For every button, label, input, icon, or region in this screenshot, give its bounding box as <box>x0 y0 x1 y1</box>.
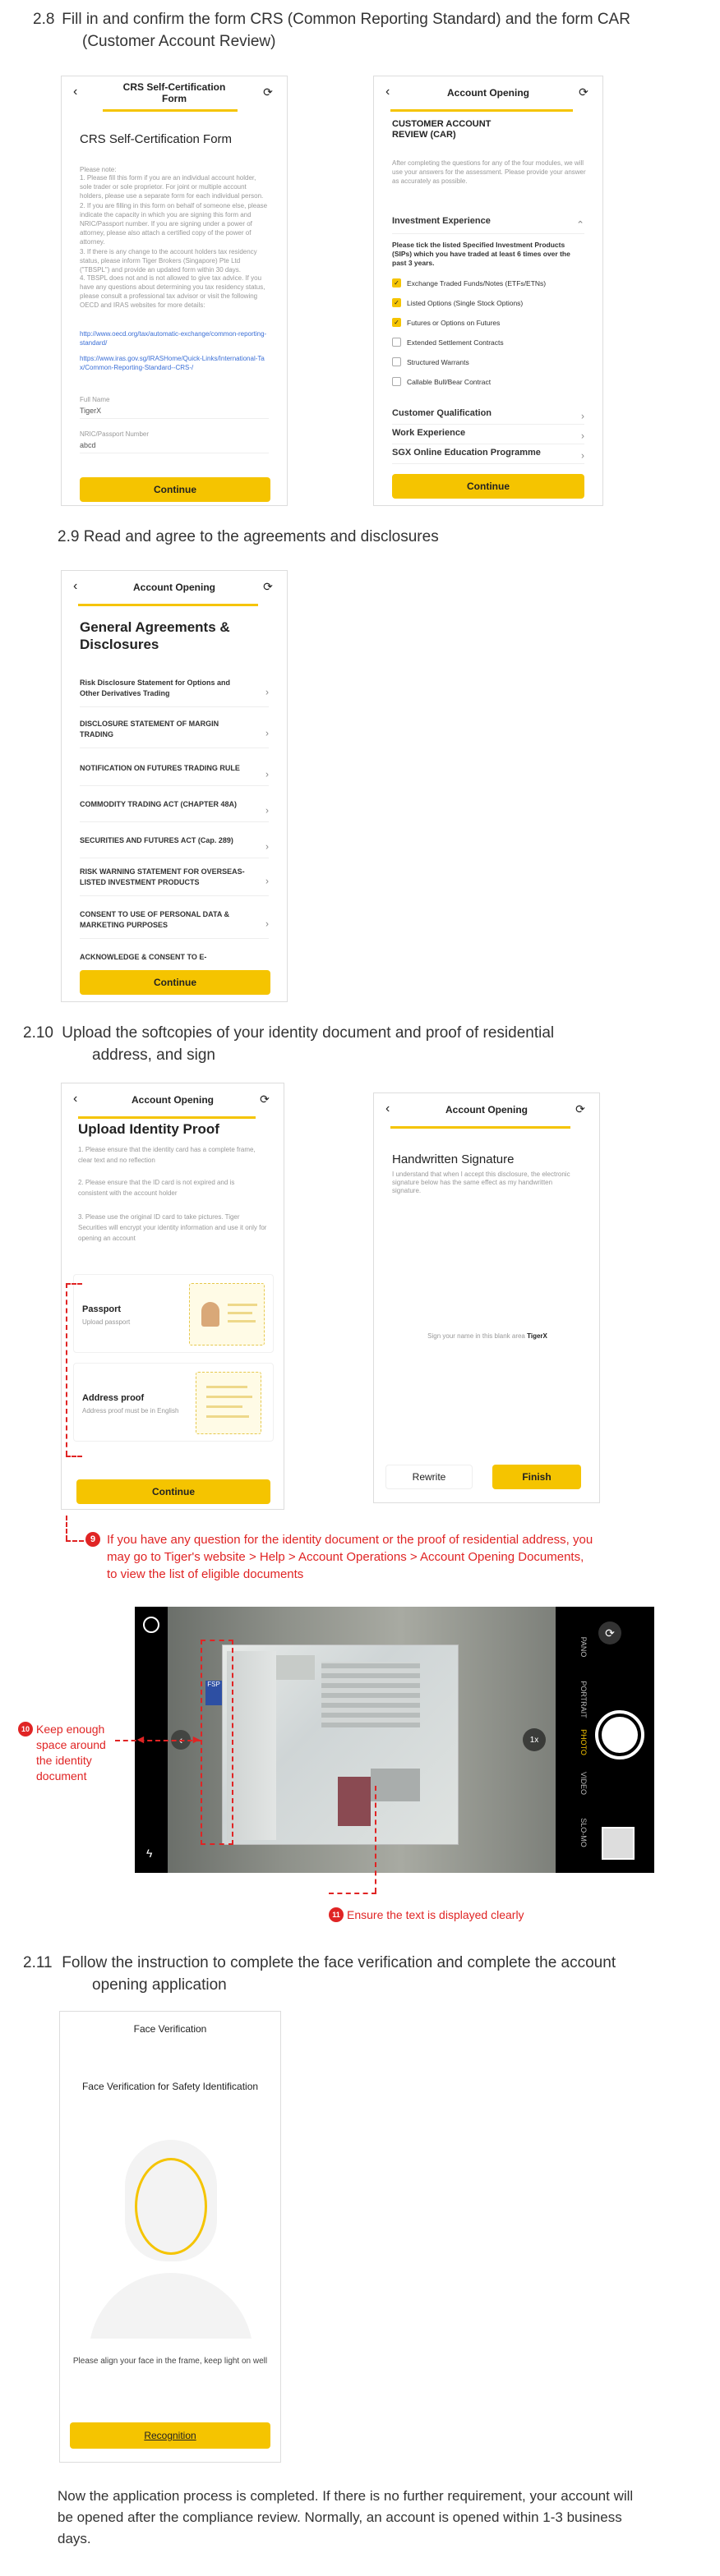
agreement-item[interactable] <box>80 952 269 968</box>
passport-cover <box>227 1651 276 1840</box>
refresh-icon[interactable]: ⟳ <box>263 580 273 593</box>
agreement-label: SECURITIES AND FUTURES ACT (Cap. 289) <box>80 836 233 844</box>
note-text: Ensure the text is displayed clearly <box>347 1908 524 1921</box>
chevron-right-icon: › <box>265 768 269 780</box>
progress-bar <box>78 604 258 606</box>
passport-sub: Upload passport <box>82 1318 131 1326</box>
nav-title: Account Opening <box>132 1094 214 1106</box>
page-title: CRS Self-Certification Form <box>80 132 233 146</box>
recognition-button[interactable] <box>70 2422 270 2449</box>
finish-button[interactable]: Finish <box>492 1465 581 1489</box>
progress-bar <box>390 109 573 112</box>
tip-2: 2. Please ensure that the ID card is not expired and is consistent with the account holder <box>78 1179 235 1197</box>
back-arrow-icon[interactable]: ‹ <box>385 1102 390 1116</box>
sip-question: Please tick the listed Specified Investment Products (SIPs) which you have traded at least 6 times over the past 3 years. <box>392 241 570 267</box>
module-label: Customer Qualification <box>392 408 492 418</box>
chevron-right-icon: › <box>265 840 269 852</box>
full-name-field[interactable]: TigerX <box>80 407 269 419</box>
agreement-item[interactable] <box>80 909 269 939</box>
checkbox-checked-icon[interactable]: ✓ <box>392 298 401 307</box>
agreement-item[interactable] <box>80 678 269 707</box>
section-text: Upload the softcopies of your identity document and proof of residential address, and sign <box>62 1024 555 1064</box>
option-row[interactable] <box>392 357 469 366</box>
section-heading-2-10: 2.10 Upload the softcopies of your identity document and proof of residential address, and sign <box>23 1024 555 1064</box>
agreement-label: CONSENT TO USE OF PERSONAL DATA & MARKETING PURPOSES <box>80 910 230 929</box>
option-row[interactable] <box>392 318 500 327</box>
agreement-label: Risk Disclosure Statement for Options and Other Derivatives Trading <box>80 678 231 697</box>
tip-3: 3. Please use the original ID card to take pictures. Tiger Securities will encrypt your identity information and use it only for opening an account <box>78 1213 267 1242</box>
option-row[interactable] <box>392 278 546 288</box>
signature-hint <box>382 1332 593 1341</box>
back-chevron-icon[interactable]: ‹ <box>171 1730 191 1750</box>
section-text: Follow the instruction to complete the face verification and complete the account opening application <box>62 1954 616 1994</box>
option-row[interactable] <box>392 377 491 386</box>
agreement-label: ACKNOWLEDGE & CONSENT TO E- <box>80 953 207 961</box>
option-label: Callable Bull/Bear Contract <box>407 377 492 386</box>
section-text: Fill in and confirm the form CRS (Common Reporting Standard) and the form CAR (Customer Account Review) <box>62 11 630 50</box>
agreement-item[interactable] <box>80 799 269 822</box>
chevron-up-icon: ⌃ <box>575 218 584 230</box>
signature-hint-brand: TigerX <box>527 1332 547 1340</box>
module-customer-qualification[interactable] <box>392 408 584 425</box>
option-label: Futures or Options on Futures <box>407 318 501 327</box>
note-number-badge: 10 <box>18 1722 33 1736</box>
doc-lines-icon <box>206 1396 252 1398</box>
mode-slomo[interactable]: SLO-MO <box>579 1818 588 1847</box>
annotation-line <box>66 1456 82 1457</box>
doc-lines-icon <box>228 1320 256 1322</box>
passport-label: Passport <box>82 1304 122 1314</box>
shoulders-silhouette-icon <box>89 2273 253 2339</box>
refresh-icon[interactable]: ⟳ <box>263 85 273 99</box>
signature-hint-text: Sign your name in this blank area <box>427 1332 525 1340</box>
chevron-right-icon: › <box>265 875 269 886</box>
nav-title: Account Opening <box>445 1104 528 1116</box>
progress-bar <box>390 1126 570 1129</box>
back-arrow-icon[interactable]: ‹ <box>385 85 390 99</box>
nric-field[interactable]: abcd <box>80 441 269 453</box>
nav-title: Face Verification <box>133 2023 207 2035</box>
notes-label: Please note: <box>80 166 117 173</box>
tip-1: 1. Please ensure that the identity card has a complete frame, clear text and no reflection <box>78 1146 256 1164</box>
thumbnail-icon[interactable] <box>602 1827 635 1860</box>
refresh-icon[interactable]: ⟳ <box>579 85 588 99</box>
continue-button[interactable]: Continue <box>80 477 270 502</box>
recognition-label: Recognition <box>144 2430 196 2441</box>
note-9 <box>85 1531 595 1583</box>
face-illustration <box>89 2133 253 2339</box>
nav-title: Account Opening <box>133 582 215 593</box>
avatar-icon <box>201 1302 219 1327</box>
signature-pad[interactable] <box>382 1208 593 1455</box>
passport-placeholder-icon <box>189 1283 265 1346</box>
car-intro: After completing the questions for any of the four modules, we will use your answers for the assessment. Please provide your answer as accurately as possible. <box>392 159 586 185</box>
agreement-label: RISK WARNING STATEMENT FOR OVERSEAS-LISTED INVESTMENT PRODUCTS <box>80 867 245 886</box>
module-label: Work Experience <box>392 428 466 438</box>
section-heading-2-9 <box>58 526 666 548</box>
checkbox-checked-icon[interactable]: ✓ <box>392 278 401 288</box>
page-title: CUSTOMER ACCOUNT REVIEW (CAR) <box>392 119 492 140</box>
nav-bar <box>62 1083 284 1116</box>
note-number-badge: 9 <box>85 1532 100 1547</box>
agreement-item[interactable] <box>80 867 269 896</box>
annotation-line <box>375 1786 376 1893</box>
nav-title: Account Opening <box>447 87 529 99</box>
note-3: 3. If there is any change to the account holders tax residency status, please inform Tiger Brokers (Singapore) Pte Ltd ("TBSPL") and provide an updated form within 30 days. <box>80 248 257 274</box>
progress-bar <box>103 109 238 112</box>
option-label: Structured Warrants <box>407 357 469 366</box>
rewrite-button[interactable]: Rewrite <box>385 1465 473 1489</box>
doc-lines-icon <box>206 1415 249 1418</box>
module-sgx-education[interactable] <box>392 448 584 464</box>
mode-video[interactable]: VIDEO <box>579 1771 588 1795</box>
signature-screen <box>373 1092 600 1503</box>
document-placeholder-icon <box>196 1372 261 1434</box>
annotation-line <box>329 1893 376 1894</box>
agreement-label: COMMODITY TRADING ACT (CHAPTER 48A) <box>80 800 237 808</box>
note-text: If you have any question for the identity document or the proof of residential address, you may go to Tiger's website > Help > Account Operations > Account Opening Documents, to view the list of eligible documents <box>107 1533 593 1581</box>
chevron-right-icon: › <box>581 410 584 421</box>
agreement-label: NOTIFICATION ON FUTURES TRADING RULE <box>80 764 240 772</box>
module-work-experience[interactable] <box>392 428 584 444</box>
agreement-label: DISCLOSURE STATEMENT OF MARGIN TRADING <box>80 720 219 738</box>
continue-button[interactable]: Continue <box>76 1479 270 1504</box>
page-title: General Agreements & Disclosures <box>80 619 230 652</box>
signature-desc: I understand that when I accept this disclosure, the electronic signature below has the same effect as my handwritten signature. <box>392 1171 570 1194</box>
back-arrow-icon[interactable]: ‹ <box>73 85 78 99</box>
camera-screen <box>135 1607 654 1873</box>
chevron-right-icon: › <box>265 686 269 697</box>
annotation-line <box>66 1283 67 1456</box>
doc-lines-icon <box>206 1405 242 1408</box>
arrow-right-icon: ► <box>191 1732 202 1746</box>
nav-bar <box>62 76 287 109</box>
zoom-button[interactable]: 1x <box>523 1728 546 1751</box>
module-label: SGX Online Education Programme <box>392 448 541 458</box>
note-text: Keep enough space around the identity document <box>36 1723 106 1782</box>
shutter-inner-icon <box>602 1717 638 1753</box>
mode-photo[interactable]: PHOTO <box>579 1729 588 1755</box>
nav-bar <box>374 1093 599 1126</box>
refresh-icon[interactable]: ⟳ <box>575 1102 585 1116</box>
continue-button[interactable]: Continue <box>392 474 584 499</box>
option-row[interactable] <box>392 338 504 347</box>
note-1: 1. Please fill this form if you are an individual account holder, sole trader or sole proprietor. For joint or multiple account holders, please use a separate form for each individual person. <box>80 174 264 200</box>
note-4: 4. TBSPL does not and is not allowed to give tax advice. If you have any questions about determining you tax residency status, please consult a professional tax advisor or visit the following OECD and IRAS websites for more details: <box>80 274 265 309</box>
option-label: Listed Options (Single Stock Options) <box>407 298 524 307</box>
live-photo-icon[interactable] <box>143 1617 159 1633</box>
annotation-line <box>66 1283 82 1285</box>
chevron-right-icon: › <box>581 449 584 461</box>
continue-button[interactable]: Continue <box>80 970 270 995</box>
progress-bar <box>78 1116 256 1119</box>
chevron-right-icon: › <box>265 918 269 929</box>
back-arrow-icon[interactable]: ‹ <box>73 1092 78 1106</box>
passport-upload-card[interactable] <box>73 1274 274 1353</box>
doc-lines-icon <box>206 1386 247 1388</box>
option-label: Exchange Traded Funds/Notes (ETFs/ETNs) <box>407 278 547 288</box>
shutter-button[interactable] <box>595 1710 644 1760</box>
option-label: Extended Settlement Contracts <box>407 338 504 347</box>
checkbox-unchecked-icon[interactable] <box>392 357 401 366</box>
section-text: Read and agree to the agreements and disclosures <box>83 528 439 545</box>
note-10 <box>18 1722 115 1784</box>
annotation-box <box>201 1640 233 1845</box>
passport-blur-block <box>338 1777 371 1826</box>
address-label: Address proof <box>82 1393 145 1403</box>
switch-camera-icon[interactable]: ⟳ <box>598 1622 621 1644</box>
checkbox-unchecked-icon[interactable] <box>392 338 401 347</box>
car-screen <box>373 76 603 506</box>
checkbox-checked-icon[interactable]: ✓ <box>392 318 401 327</box>
section-heading-2-11: 2.11 Follow the instruction to complete the face verification and complete the account opening application <box>23 1954 616 1994</box>
doc-lines-icon <box>228 1304 257 1306</box>
option-row[interactable] <box>392 298 523 307</box>
passport-blur-block <box>371 1769 420 1801</box>
doc-lines-icon <box>228 1312 252 1314</box>
nav-bar <box>62 571 287 604</box>
chevron-right-icon: › <box>265 727 269 738</box>
agreement-item[interactable] <box>80 719 269 748</box>
address-sub: Address proof must be in English <box>82 1407 179 1414</box>
full-name-label: Full Name <box>80 396 110 403</box>
note-11 <box>329 1907 592 1923</box>
crs-screen <box>61 76 288 506</box>
annotation-line <box>115 1740 201 1741</box>
face-title: Face Verification for Safety Identification <box>81 2081 259 2092</box>
passport-blur-block <box>321 1662 420 1727</box>
note-2: 2. If you are filling in this form on behalf of someone else, please indicate the capacity in which you are signing this form and NRIC/Passport number. If you are signing under a power of attorney, please also attach a certified copy of the power of attorney. <box>80 202 268 246</box>
chevron-right-icon: › <box>265 804 269 816</box>
annotation-line <box>66 1540 84 1542</box>
face-hint: Please align your face in the frame, keep light on well <box>72 2357 268 2366</box>
back-arrow-icon[interactable]: ‹ <box>73 579 78 593</box>
camera-right-bar <box>556 1607 654 1873</box>
completion-message: Now the application process is completed. If there is no further requirement, your account will be opened after the compliance review. Normally, an account is opened within 1-3 business days. <box>58 2488 634 2546</box>
chevron-right-icon: › <box>581 430 584 441</box>
section-number: 2.9 <box>58 528 80 545</box>
face-frame-icon <box>135 2158 207 2255</box>
note-number-badge: 11 <box>329 1907 344 1922</box>
flash-icon[interactable]: ϟ <box>146 1847 153 1860</box>
checkbox-unchecked-icon[interactable] <box>392 377 401 386</box>
nric-label: NRIC/Passport Number <box>80 430 150 438</box>
nav-bar <box>374 76 602 109</box>
refresh-icon[interactable]: ⟳ <box>260 1092 270 1106</box>
oecd-link[interactable]: http://www.oecd.org/tax/automatic-exchange/common-reporting-standard/ <box>80 330 267 347</box>
address-upload-card[interactable] <box>73 1363 274 1442</box>
nav-title: CRS Self-Certification Form <box>122 81 226 104</box>
agreement-item[interactable] <box>80 835 269 858</box>
upload-identity-screen <box>61 1083 284 1510</box>
section-heading-2-8: 2.8 Fill in and confirm the form CRS (Common Reporting Standard) and the form CAR (Customer Account Review) <box>33 11 630 50</box>
iras-link[interactable]: https://www.iras.gov.sg/IRASHome/Quick-Links/International-Tax/Common-Reporting-Standard--CRS-/ <box>80 355 265 371</box>
investment-experience-header[interactable] <box>392 216 584 234</box>
passport-logo-icon: FSP <box>205 1681 222 1705</box>
mode-pano[interactable]: PANO <box>579 1636 588 1658</box>
arrow-left-icon: ◄ <box>135 1732 146 1746</box>
face-verification-screen <box>59 2011 281 2463</box>
agreement-item[interactable] <box>80 763 269 786</box>
page-title: Upload Identity Proof <box>78 1121 219 1137</box>
page-title: Handwritten Signature <box>392 1152 515 1166</box>
module-label: Investment Experience <box>392 216 491 226</box>
mode-portrait[interactable]: PORTRAIT <box>579 1681 588 1718</box>
annotation-line <box>66 1516 67 1540</box>
agreements-screen <box>61 570 288 1002</box>
